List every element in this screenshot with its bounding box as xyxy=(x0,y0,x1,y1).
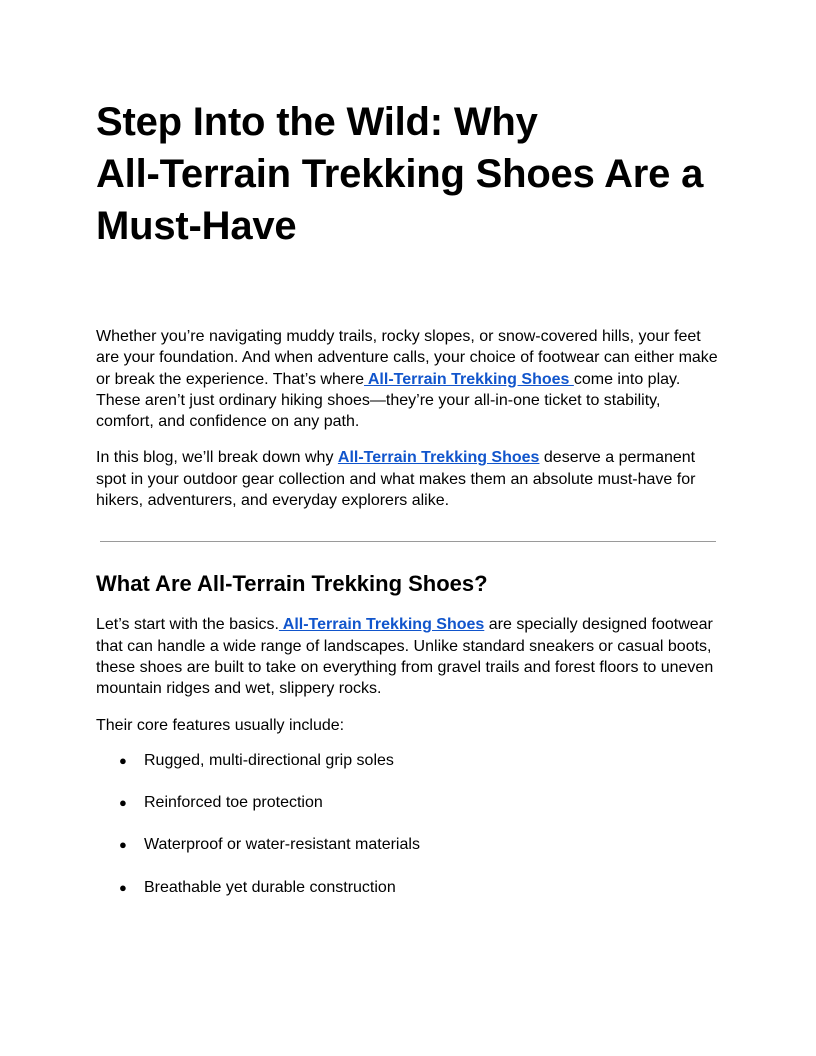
bullet-icon: ● xyxy=(119,837,127,853)
list-item-text: Reinforced toe protection xyxy=(144,794,323,812)
intro-paragraph-2 xyxy=(96,447,720,511)
list-item-text: Rugged, multi-directional grip soles xyxy=(144,751,394,769)
section-paragraph-1 xyxy=(96,614,720,699)
intro-paragraph-1 xyxy=(96,326,720,432)
title-line-3: Must-Have xyxy=(96,204,297,248)
section-p1-text-before: Let’s start with the basics. xyxy=(96,616,279,634)
intro-p1-text-before: Whether you’re navigating muddy trails, rocky slopes, or snow-covered hills, your feet are your foundation. And when adventure calls, your choice of footwear can either make or break the experience. That’s where xyxy=(96,328,718,388)
all-terrain-shoes-link[interactable]: All-Terrain Trekking Shoes xyxy=(337,449,540,467)
title-line-1: Step Into the Wild: Why xyxy=(96,100,538,144)
list-item xyxy=(96,834,720,855)
intro-p2-text-after: deserve a permanent spot in your outdoor gear collection and what makes them an absolute must-have for hikers, adventurers, and everyday explorers alike. xyxy=(96,449,696,510)
list-item-text: Breathable yet durable construction xyxy=(144,878,396,896)
feature-list xyxy=(96,750,720,898)
bullet-icon: ● xyxy=(119,752,127,768)
section-divider xyxy=(100,541,716,542)
document-page xyxy=(96,96,720,919)
list-item-text: Waterproof or water-resistant materials xyxy=(144,836,420,854)
list-item xyxy=(96,792,720,813)
intro-p2-text-before: In this blog, we’ll break down why xyxy=(96,449,338,467)
intro-p1-text-after: come into play. These aren’t just ordinary hiking shoes—they’re your all-in-one ticket to stability, comfort, and confidence on any path. xyxy=(96,370,681,431)
title-line-2: All-Terrain Trekking Shoes Are a xyxy=(96,152,704,196)
section-paragraph-2: Their core features usually include: xyxy=(96,716,345,734)
all-terrain-shoes-link[interactable]: All-Terrain Trekking Shoes xyxy=(278,616,485,634)
section-p1-text-after: are specially designed footwear that can handle a wide range of landscapes. Unlike standard sneakers or casual boots, these shoes are built to take on everything from gravel trails and forest floors to uneven mountain ridges and wet, slippery rocks. xyxy=(96,616,714,698)
bullet-icon: ● xyxy=(119,795,127,811)
section-heading: What Are All-Terrain Trekking Shoes? xyxy=(96,571,488,597)
list-item xyxy=(96,877,720,898)
list-item xyxy=(96,750,720,771)
bullet-icon: ● xyxy=(119,879,127,895)
all-terrain-shoes-link[interactable]: All-Terrain Trekking Shoes xyxy=(364,370,574,388)
page-title xyxy=(96,96,720,252)
